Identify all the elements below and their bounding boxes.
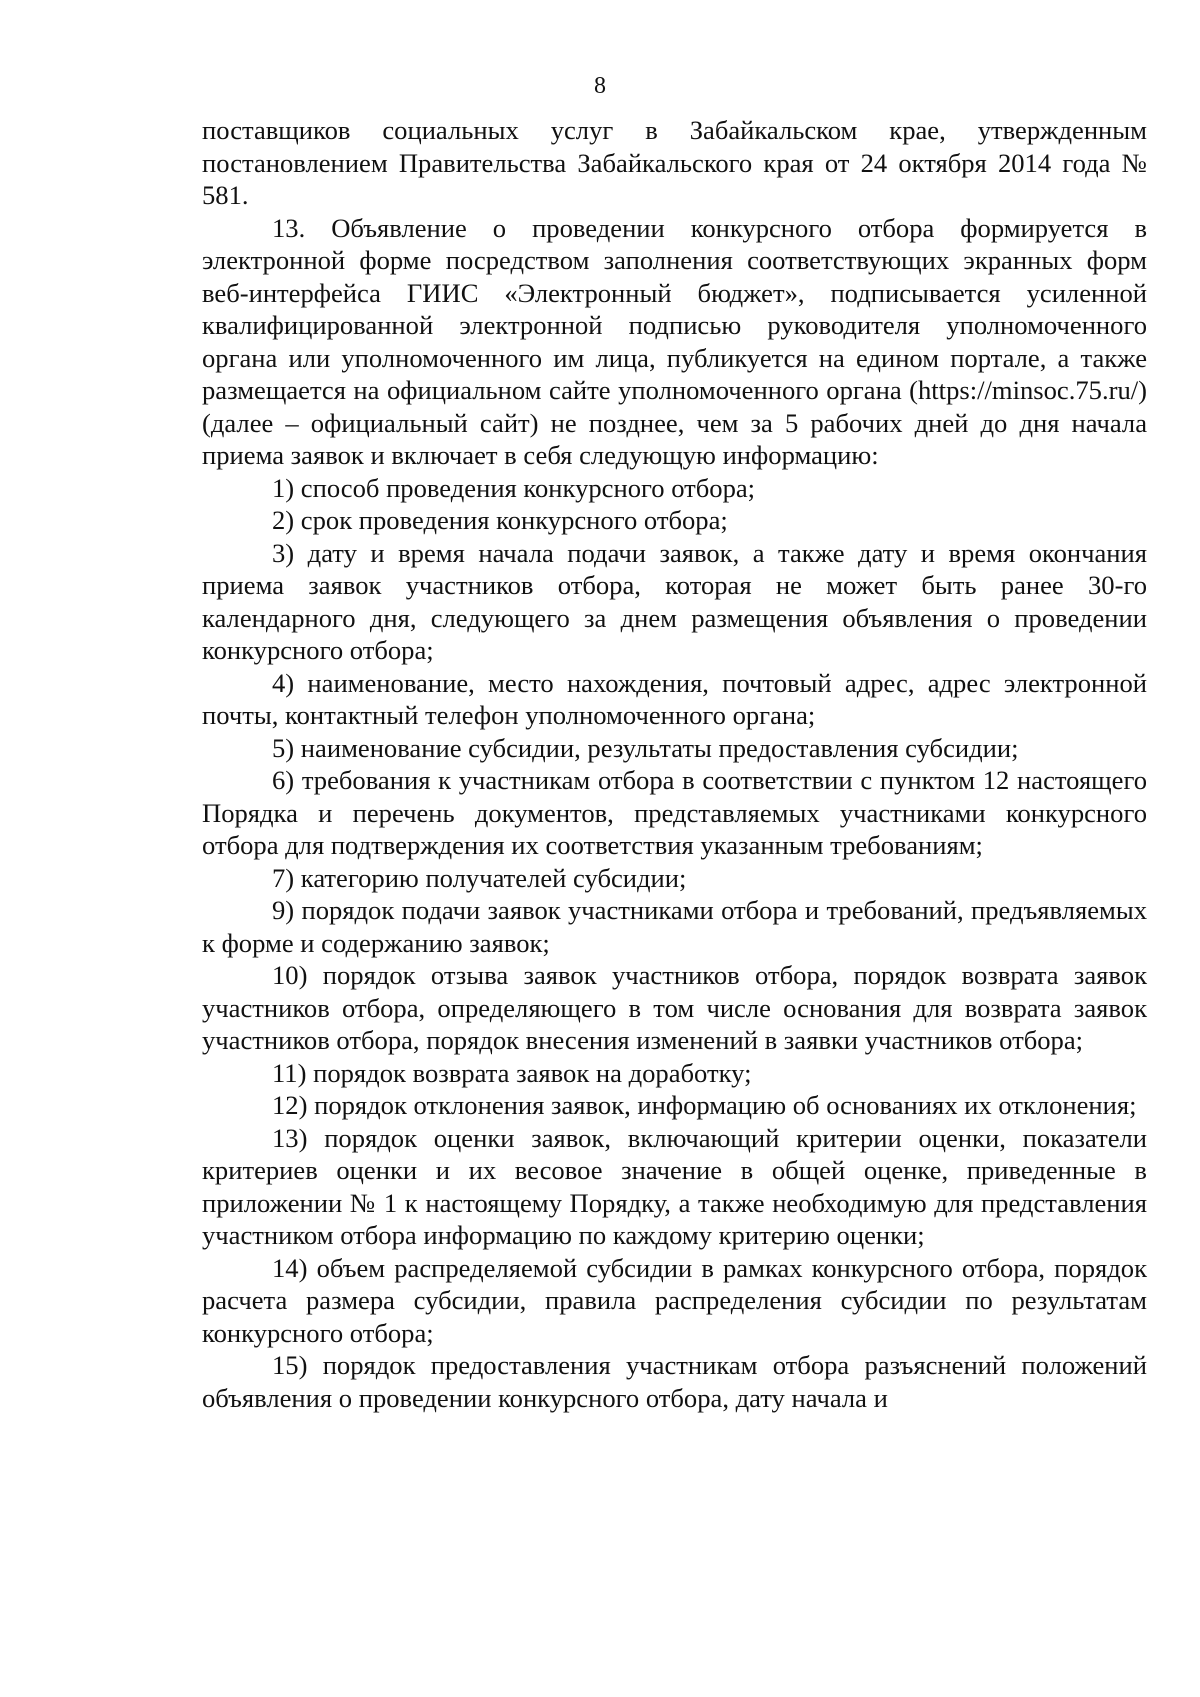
list-item-9: 9) порядок подачи заявок участниками отбора и требований, предъявляемых к форме и содержанию заявок;	[202, 895, 1147, 958]
document-body	[202, 114, 1147, 1414]
list-item-14: 14) объем распределяемой субсидии в рамках конкурсного отбора, порядок расчета размера субсидии, правила распределения субсидии по результатам конкурсного отбора;	[202, 1252, 1147, 1348]
list-item-2: 2) срок проведения конкурсного отбора;	[272, 505, 728, 535]
list-item-10: 10) порядок отзыва заявок участников отбора, порядок возврата заявок участников отбора, определяющего в том числе основания для возврата заявок участников отбора, порядок внесения изменений в заявки участников отбора;	[202, 960, 1147, 1055]
list-item-11: 11) порядок возврата заявок на доработку;	[272, 1057, 752, 1088]
list-item-13: 13) порядок оценки заявок, включающий критерии оценки, показатели критериев оценки и их весовое значение в общей оценке, приведенные в приложении № 1 к настоящему Порядку, а также необходимую для представления участником отбора информацию по каждому критерию оценки;	[202, 1122, 1147, 1250]
paragraph-clause-13: 13. Объявление о проведении конкурсного отбора формируется в электронной форме посредством заполнения соответствующих экранных форм веб-интерфейса ГИИС «Электронный бюджет», подписывается усиленной квалифицированной электронной подписью руководителя уполномоченного органа или уполномоченного им лица, публикуется на едином портале, а также размещается на официальном сайте уполномоченного органа (https://minsoc.75.ru/) (далее – официальный сайт) не позднее, чем за 5 рабочих дней до дня начала приема заявок и включает в себя следующую информацию:	[202, 212, 1147, 470]
list-item-15: 15) порядок предоставления участникам отбора разъяснений положений объявления о проведении конкурсного отбора, дату начала и	[202, 1350, 1147, 1413]
list-item-3: 3) дату и время начала подачи заявок, а также дату и время окончания приема заявок участников отбора, которая не может быть ранее 30-го календарного дня, следующего за днем размещения объявления о проведении конкурсного отбора;	[202, 537, 1147, 665]
page-number: 8	[594, 73, 606, 99]
list-item-4: 4) наименование, место нахождения, почтовый адрес, адрес электронной почты, контактный телефон уполномоченного органа;	[202, 667, 1147, 730]
list-item-6: 6) требования к участникам отбора в соответствии с пунктом 12 настоящего Порядка и перечень документов, представляемых участниками конкурсного отбора для подтверждения их соответствия указанным требованиям;	[202, 765, 1147, 860]
paragraph-continuation: поставщиков социальных услуг в Забайкальском крае, утвержденным постановлением Правительства Забайкальского края от 24 октября 2014 года № 581.	[202, 115, 1147, 210]
list-item-5: 5) наименование субсидии, результаты предоставления субсидии;	[272, 732, 1019, 763]
list-item-1: 1) способ проведения конкурсного отбора;	[272, 472, 756, 503]
list-item-12: 12) порядок отклонения заявок, информацию об основаниях их отклонения;	[272, 1090, 1137, 1120]
list-item-7: 7) категорию получателей субсидии;	[272, 862, 687, 893]
